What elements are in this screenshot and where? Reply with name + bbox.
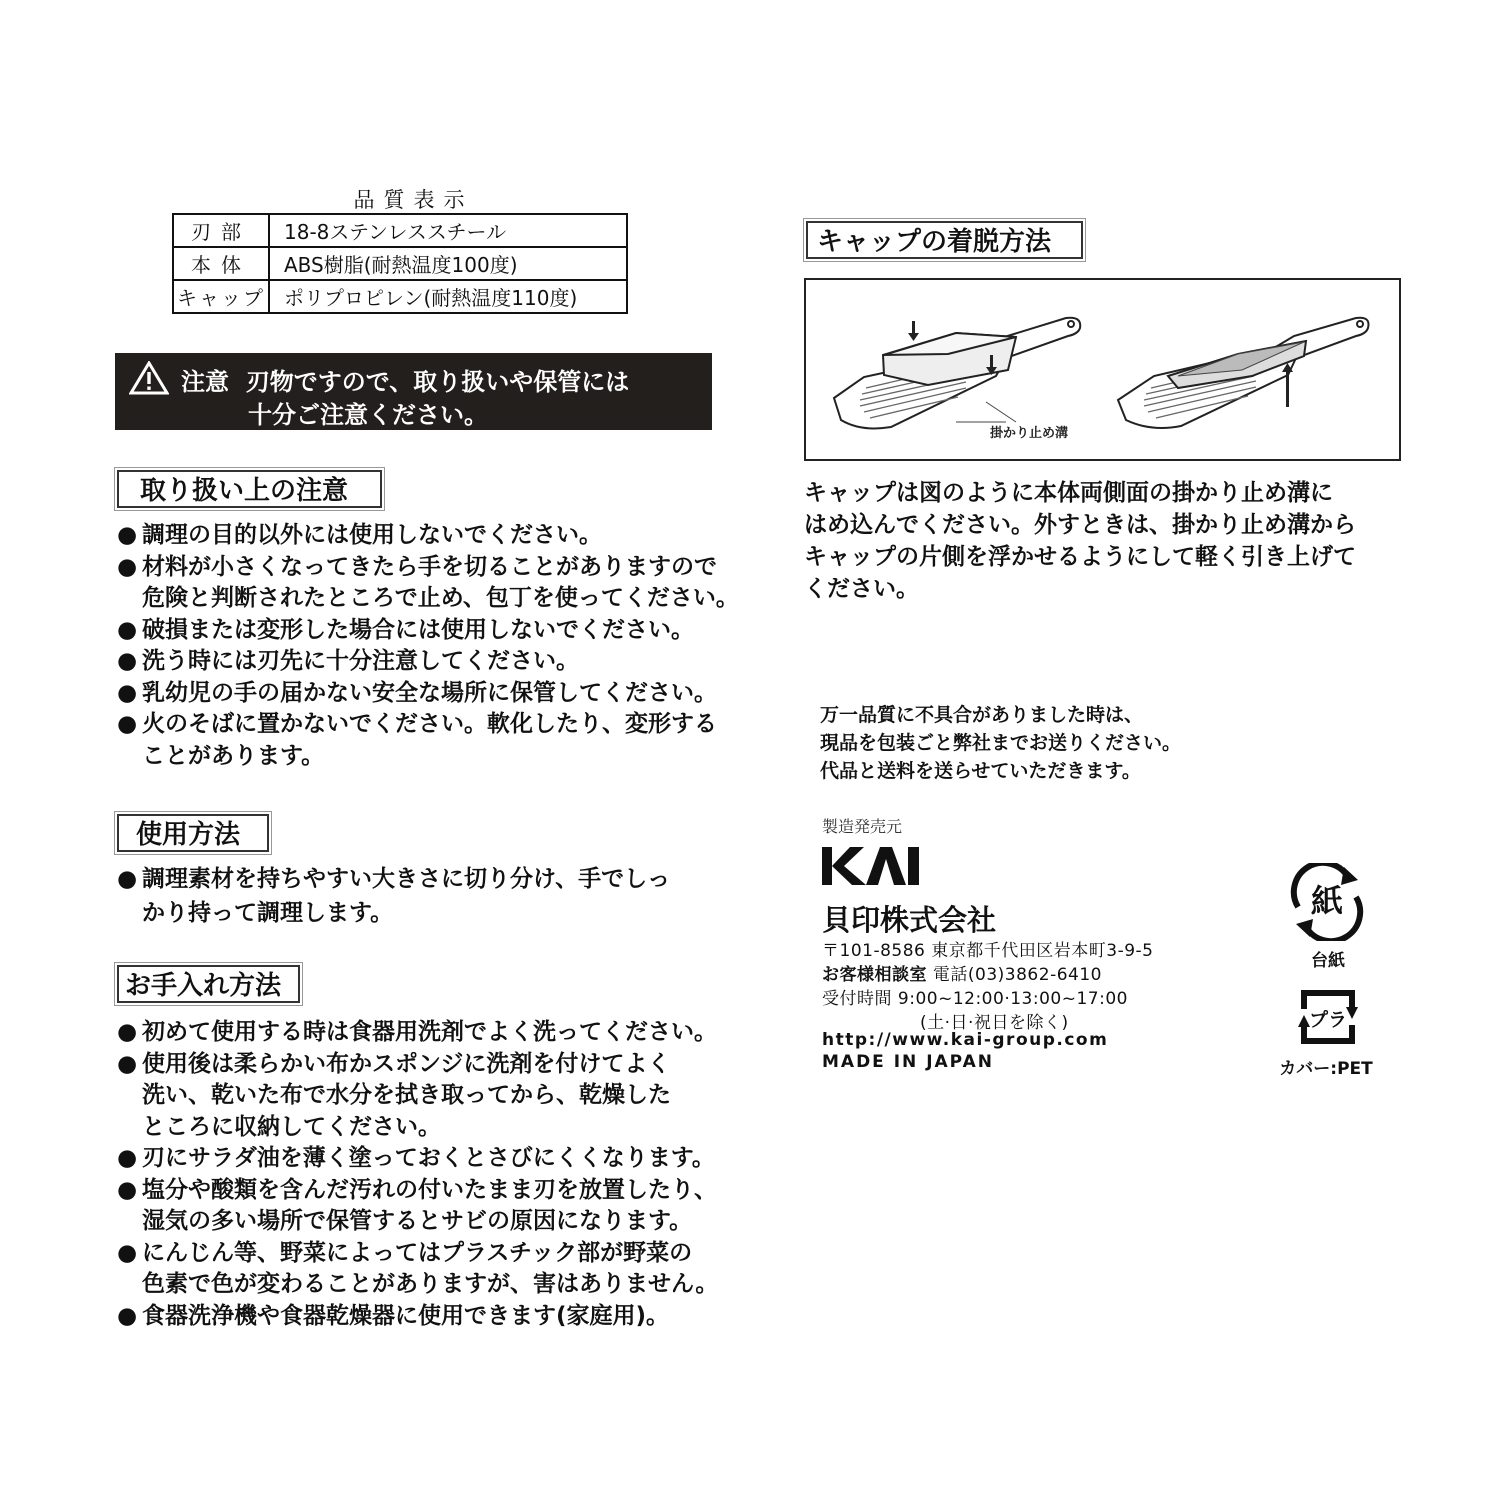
groove-label: 掛かり止め溝	[990, 426, 1069, 441]
slicer-right-image	[1118, 318, 1369, 428]
cap-illustration	[806, 280, 1399, 459]
paper-label: 台紙	[1311, 951, 1345, 971]
bullet-mark: ●	[117, 1145, 138, 1171]
list-item	[117, 646, 739, 678]
list-item	[117, 615, 739, 647]
phone-number: 電話(03)3862-6410	[932, 965, 1102, 985]
list-item-text: 塩分や酸類を含んだ汚れの付いたまま刃を放置したり、 湿気の多い場所で保管するとサビの原因になります。	[142, 1176, 717, 1234]
made-in-label: MADE IN JAPAN	[822, 1052, 994, 1072]
warning-banner	[115, 353, 712, 430]
plastic-label: カバー:PET	[1279, 1059, 1373, 1079]
company-name: 貝印株式会社	[822, 903, 997, 937]
table-row	[173, 280, 627, 313]
list-item	[117, 1175, 718, 1238]
list-item-text: 刃にサラダ油を薄く塗っておくとさびにくくなります。	[142, 1145, 715, 1171]
customer-service	[822, 960, 1102, 985]
list-item	[117, 678, 739, 710]
quality-label: キャップ	[173, 280, 269, 313]
list-item-text: 使用後は柔らかい布かスポンジに洗剤を付けてよく 洗い、乾いた布で水分を拭き取ってから、乾燥した ところに収納してください。	[142, 1050, 671, 1140]
handling-heading: 取り扱い上の注意	[117, 470, 382, 508]
maker-label: 製造発売元	[822, 817, 903, 836]
list-item	[117, 1049, 718, 1144]
list-item-text: 破損または変形した場合には使用しないでください。	[142, 616, 694, 643]
list-item-text: 材料が小さくなってきたら手を切ることがありますので 危険と判断されたところで止め、包丁を使ってください。	[142, 553, 739, 611]
list-item	[117, 1301, 718, 1333]
kai-logo	[822, 845, 922, 887]
list-item-text: 乳幼児の手の届かない安全な場所に保管してください。	[142, 679, 717, 706]
bullet-mark: ●	[117, 1050, 138, 1077]
list-item	[117, 709, 739, 772]
service-holidays: (土·日·祝日を除く)	[920, 1013, 1069, 1033]
bullet-mark: ●	[117, 522, 138, 548]
list-item-text: 初めて使用する時は食器用洗剤でよく洗ってください。	[142, 1019, 717, 1045]
table-row	[173, 247, 627, 280]
bullet-mark: ●	[117, 616, 138, 643]
quality-label: 刃部	[173, 214, 269, 247]
cap-diagram	[804, 278, 1401, 461]
cap-instructions: キャップは図のように本体両側面の掛かり止め溝に はめ込んでください。外すときは、掛かり止め溝から キャップの片側を浮かせるようにして軽く引き上げて ください。	[804, 480, 1356, 602]
bullet-mark: ●	[117, 1239, 138, 1266]
list-item	[117, 1238, 718, 1301]
bullet-mark: ●	[117, 1019, 138, 1045]
bullet-mark: ●	[117, 648, 138, 674]
bullet-mark: ●	[117, 711, 138, 737]
list-item	[117, 520, 739, 552]
care-list	[117, 1017, 718, 1332]
usage-list	[117, 862, 670, 930]
quality-label: 本体	[173, 247, 269, 280]
list-item-text: 食器洗浄機や食器乾燥器に使用できます(家庭用)。	[142, 1302, 670, 1329]
list-item	[117, 1017, 718, 1049]
consult-label: お客様相談室	[822, 965, 927, 985]
plastic-recycle-icon	[1292, 985, 1364, 1049]
list-item-text: 調理の目的以外には使用しないでください。	[142, 522, 602, 548]
paper-symbol: 紙	[1310, 882, 1344, 920]
cap-heading: キャップの着脱方法	[806, 221, 1083, 259]
quality-table	[172, 213, 628, 314]
plastic-symbol: プラ	[1308, 1009, 1348, 1031]
bullet-mark: ●	[117, 1176, 138, 1203]
service-hours: 受付時間 9:00~12:00·13:00~17:00	[822, 989, 1128, 1009]
company-url: http://www.kai-group.com	[822, 1030, 1109, 1050]
list-item-text: 洗う時には刃先に十分注意してください。	[142, 648, 579, 674]
table-row	[173, 214, 627, 247]
list-item-text: にんじん等、野菜によってはプラスチック部が野菜の 色素で色が変わることがありますが、害はありません。	[142, 1239, 719, 1297]
quality-value: 18-8ステンレススチール	[269, 214, 627, 247]
company-address: 〒101-8586 東京都千代田区岩本町3-9-5	[822, 941, 1154, 961]
bullet-mark: ●	[117, 866, 138, 892]
bullet-mark: ●	[117, 679, 138, 706]
warning-icon	[129, 361, 169, 395]
quality-notice: 万一品質に不具合がありました時は、 現品を包装ごと弊社までお送りください。 代品と送料を送らせていただきます。	[820, 704, 1182, 782]
list-item	[117, 552, 739, 615]
list-item	[117, 862, 670, 930]
bullet-mark: ●	[117, 553, 138, 580]
bullet-mark: ●	[117, 1302, 138, 1329]
list-item	[117, 1143, 718, 1175]
warning-line-1	[181, 362, 629, 397]
warning-line-2: 十分ご注意ください。	[248, 401, 488, 429]
usage-heading: 使用方法	[117, 814, 269, 852]
quality-value: ポリプロピレン(耐熱温度110度)	[269, 280, 627, 313]
warning-text: 刃物ですので、取り扱いや保管には	[245, 368, 630, 396]
handling-list	[117, 520, 739, 772]
list-item-text: 火のそばに置かないでください。軟化したり、変形する ことがあります。	[142, 711, 717, 769]
paper-recycle-icon	[1288, 863, 1366, 941]
warning-label: 注意	[181, 368, 229, 396]
quality-value: ABS樹脂(耐熱温度100度)	[269, 247, 627, 280]
list-item-text: 調理素材を持ちやすい大きさに切り分け、手でしっ かり持って調理します。	[142, 866, 671, 926]
care-heading: お手入れ方法	[117, 965, 300, 1003]
slicer-left-image	[834, 318, 1080, 429]
quality-table-title: 品質表示	[353, 188, 474, 212]
